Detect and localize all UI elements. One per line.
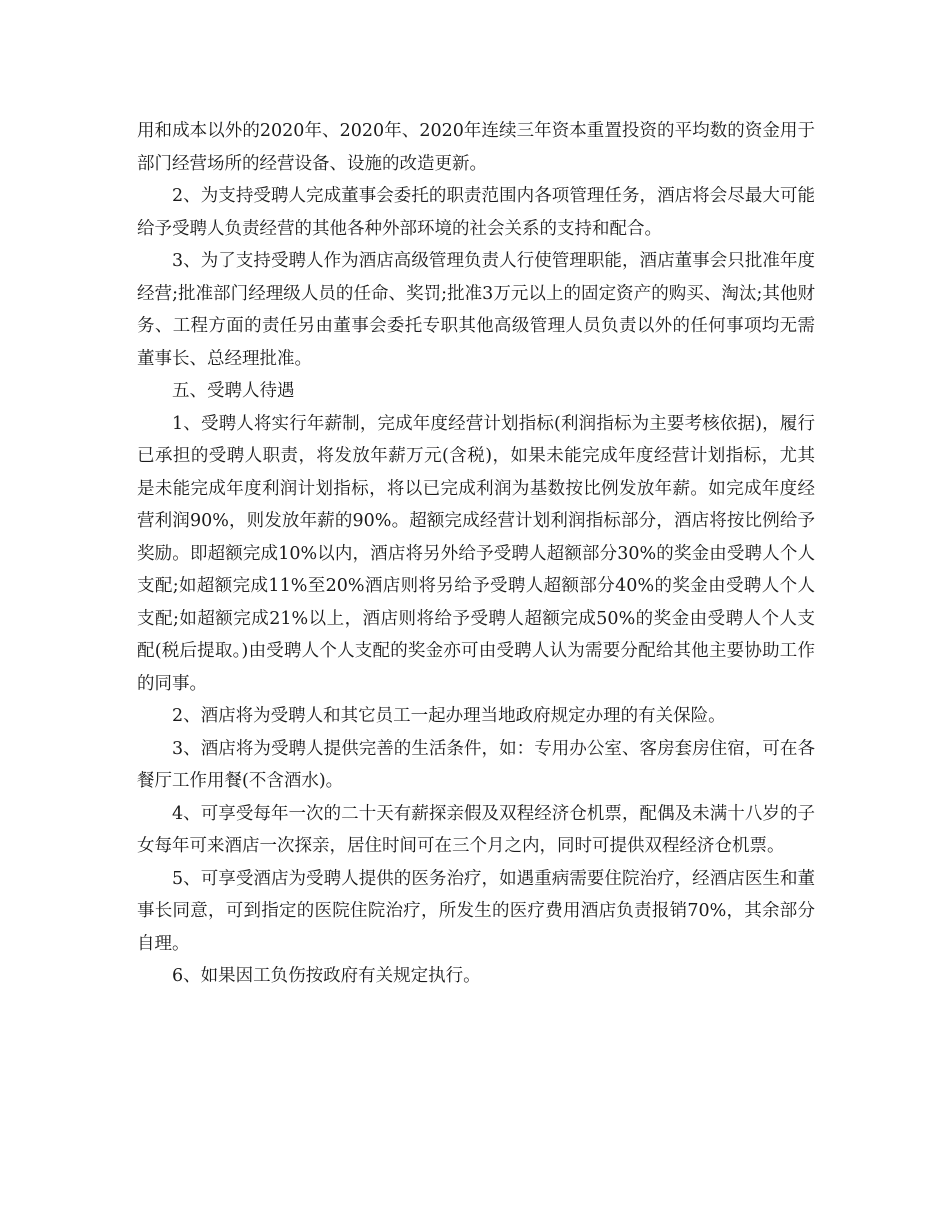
paragraph-benefit-3-living: 3、酒店将为受聘人提供完善的生活条件，如：专用办公室、客房套房住宿，可在各餐厅工作用餐(不含酒水)。 — [137, 738, 815, 791]
paragraph-benefit-1-salary: 1、受聘人将实行年薪制，完成年度经营计划指标(利润指标为主要考核依据)，履行已承担的受聘人职责，将发放年薪万元(含税)，如果未能完成年度经营计划指标，尤其是未能完成年度利润计划指标，将以已完成利润为基数按比例发放年薪。如完成年度经营利润90%，则发放年薪的90%。超额完成经营计划利润指标部分，酒店将按比例给予奖励。即超额完成10%以内，酒店将另外给予受聘人超额部分30%的奖金由受聘人个人支配;如超额完成11%至20%酒店则将另给予受聘人超额部分40%的奖金由受聘人个人支配;如超额完成21%以上，酒店则将给予受聘人超额完成50%的奖金由受聘人个人支配(税后提取。)由受聘人个人支配的奖金亦可由受聘人认为需要分配给其他主要协助工作的同事。 — [137, 413, 815, 694]
paragraph-item-3-authority: 3、为了支持受聘人作为酒店高级管理负责人行使管理职能，酒店董事会只批准年度经营;批准部门经理级人员的任命、奖罚;批准3万元以上的固定资产的购买、淘汰;其他财务、工程方面的责任另由董事会委托专职其他高级管理人员负责以外的任何事项均无需董事长、总经理批准。 — [137, 251, 815, 369]
paragraph-benefit-6-injury: 6、如果因工负伤按政府有关规定执行。 — [172, 966, 481, 986]
section-heading-benefits: 五、受聘人待遇 — [172, 381, 295, 401]
paragraph-benefit-5-medical: 5、可享受酒店为受聘人提供的医务治疗，如遇重病需要住院治疗，经酒店医生和董事长同意，可到指定的医院住院治疗，所发生的医疗费用酒店负责报销70%，其余部分自理。 — [137, 868, 815, 954]
paragraph-benefit-2-insurance: 2、酒店将为受聘人和其它员工一起办理当地政府规定办理的有关保险。 — [172, 706, 726, 726]
paragraph-continuation: 用和成本以外的2020年、2020年、2020年连续三年资本重置投资的平均数的资金用于部门经营场所的经营设备、设施的改造更新。 — [137, 121, 815, 174]
document-page — [137, 115, 815, 993]
paragraph-item-2-support: 2、为支持受聘人完成董事会委托的职责范围内各项管理任务，酒店将会尽最大可能给予受聘人负责经营的其他各种外部环境的社会关系的支持和配合。 — [137, 186, 815, 239]
paragraph-benefit-4-leave: 4、可享受每年一次的二十天有薪探亲假及双程经济仓机票，配偶及未满十八岁的子女每年可来酒店一次探亲，居住时间可在三个月之内，同时可提供双程经济仓机票。 — [137, 803, 815, 856]
